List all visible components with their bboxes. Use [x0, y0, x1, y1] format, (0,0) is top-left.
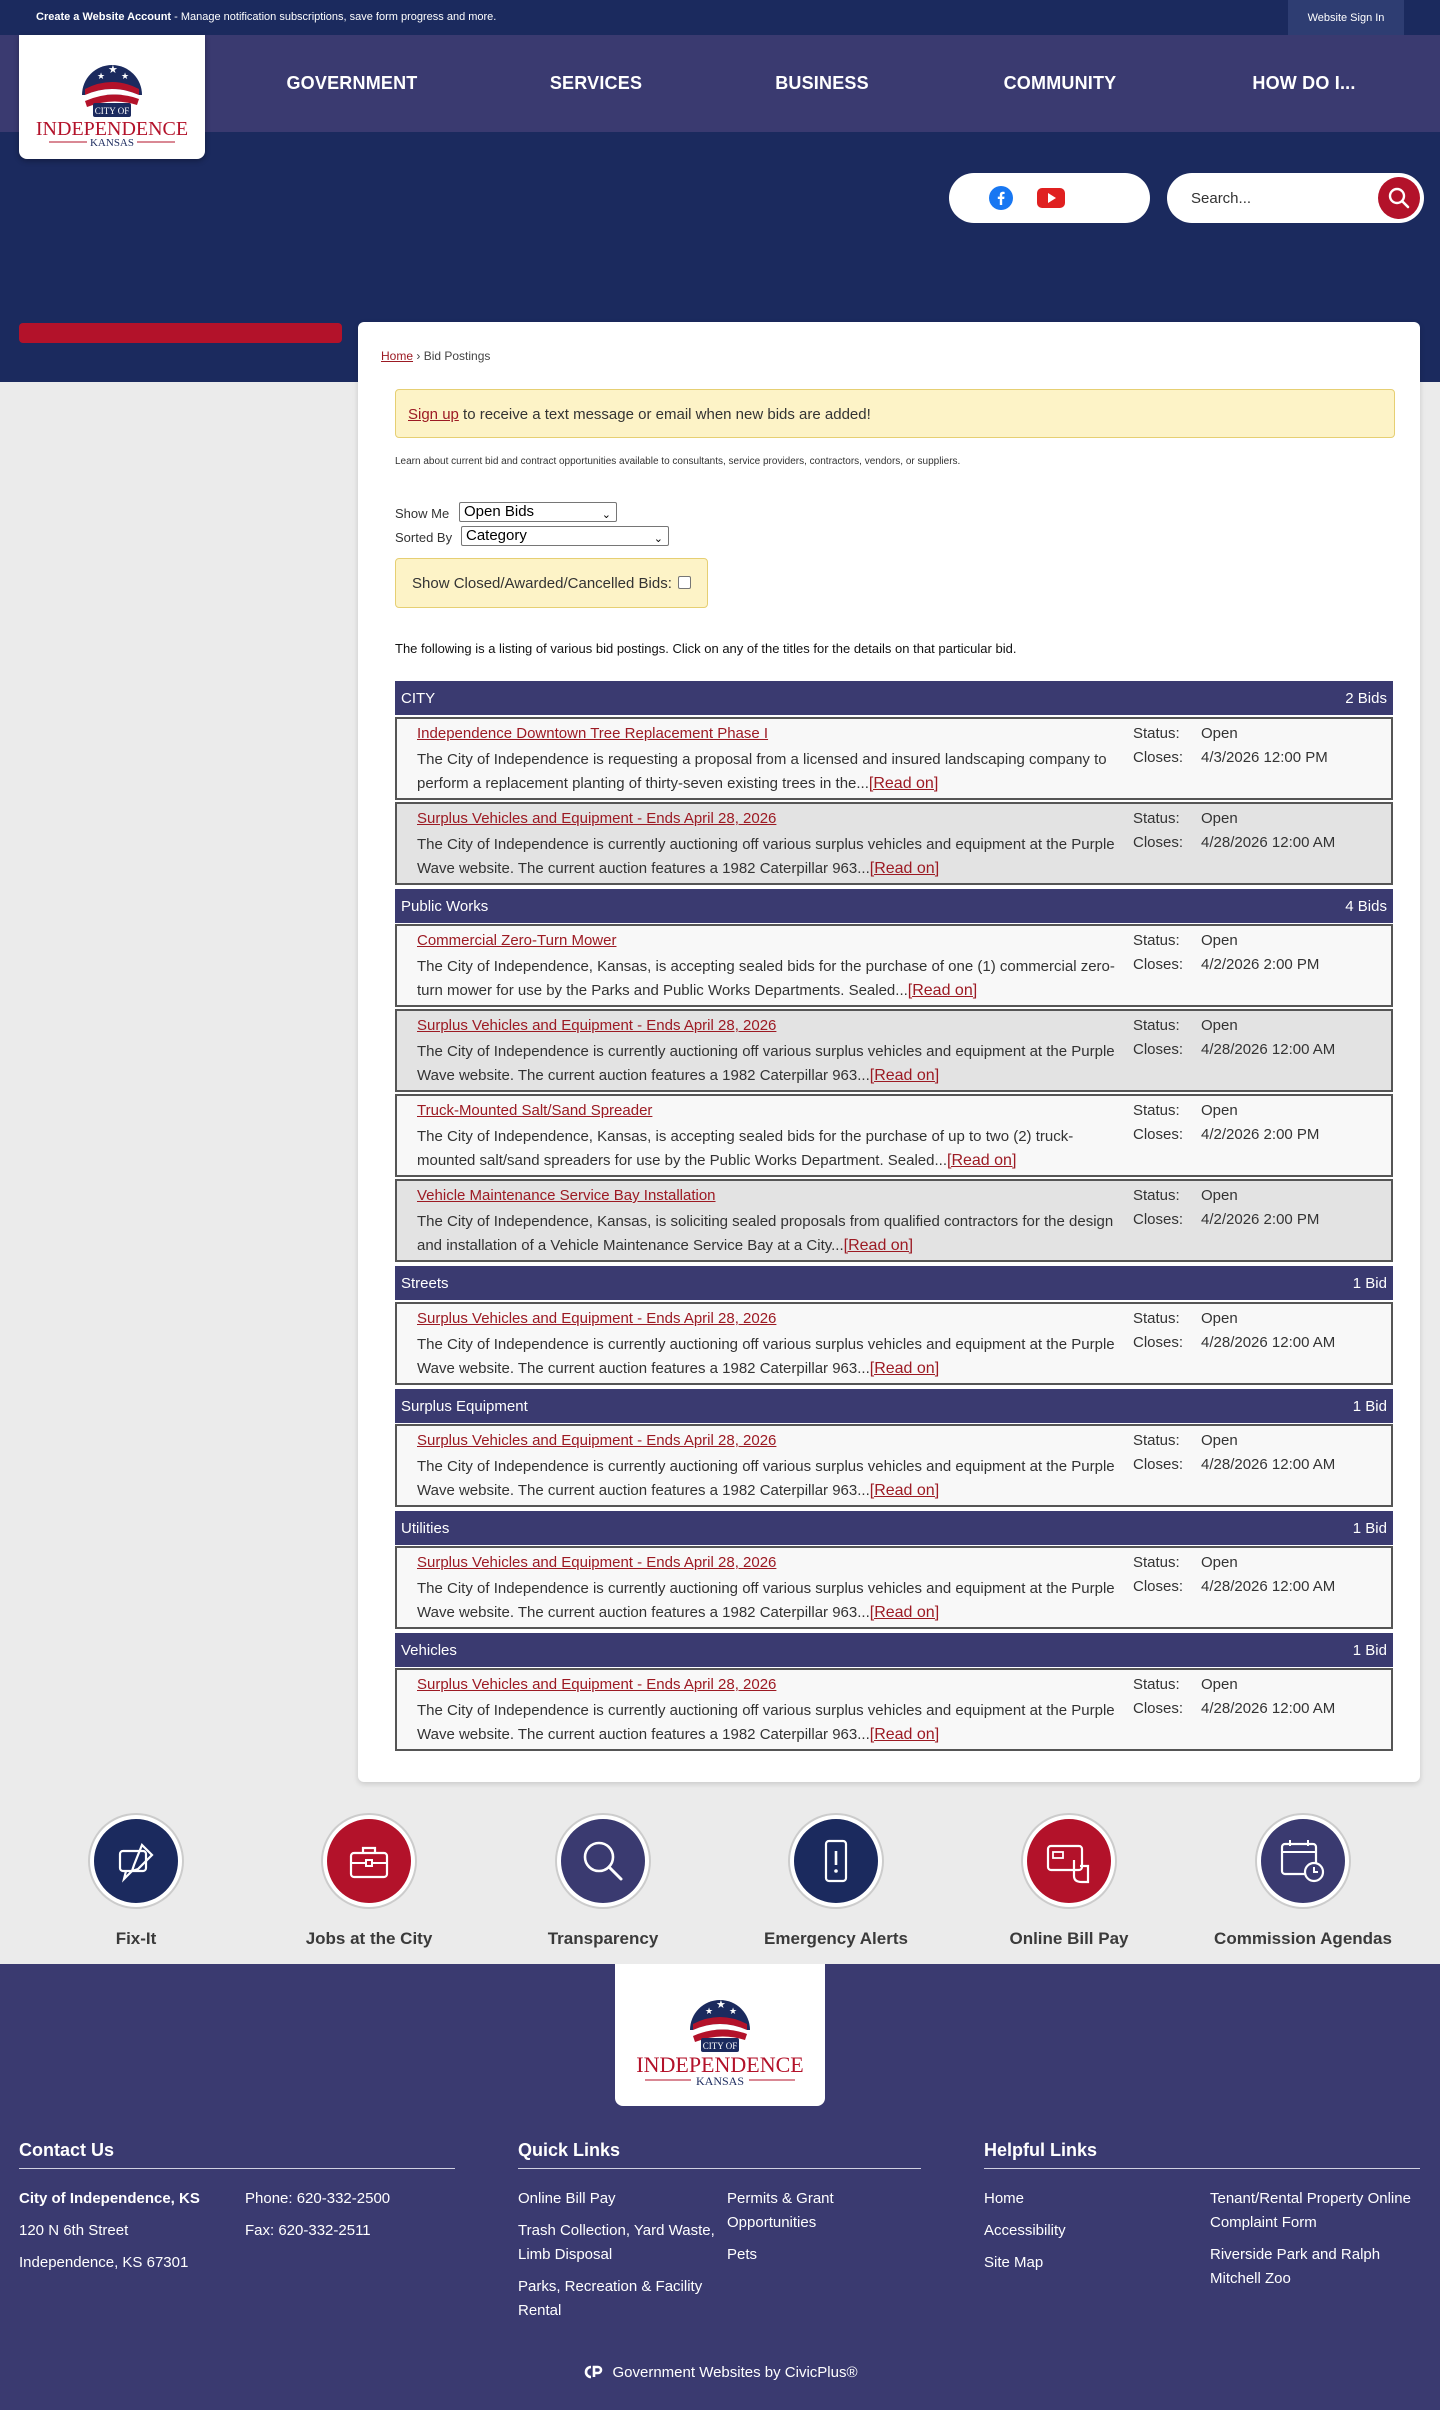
bid-description	[417, 1040, 1122, 1088]
contact-divider	[19, 2168, 455, 2169]
svg-text:★: ★	[729, 2006, 738, 2016]
helpful-links-divider	[984, 2168, 1420, 2169]
closes-value: 4/28/2026 12:00 AM	[1201, 1334, 1336, 1351]
status-label: Status:	[1133, 725, 1180, 742]
status-value: Open	[1201, 1102, 1238, 1119]
quick-link-label: Jobs at the City	[305, 1929, 433, 1948]
status-value: Open	[1201, 1432, 1238, 1449]
quick-link-transparency[interactable]	[503, 1815, 703, 1949]
read-on-link[interactable]: [Read on]	[843, 1237, 914, 1254]
footer-quick-link[interactable]: Pets	[727, 2246, 758, 2263]
category-count: 1 Bid	[1352, 1642, 1387, 1659]
helpful-links-heading: Helpful Links	[984, 2140, 1098, 2160]
status-value: Open	[1201, 932, 1238, 949]
create-account-desc: - Manage notification subscriptions, save form progress and more.	[171, 11, 497, 23]
bill-pay-circle	[1023, 1815, 1115, 1907]
bid-description	[417, 833, 1122, 881]
bid-title-link[interactable]: Surplus Vehicles and Equipment - Ends April 28, 2026	[417, 1676, 777, 1693]
quick-link-jobs[interactable]	[269, 1815, 469, 1949]
card-payment-icon	[1044, 1836, 1094, 1886]
bid-row	[395, 1424, 1393, 1507]
quick-link-fix-it[interactable]	[36, 1815, 236, 1949]
show-me-label: Show Me	[395, 506, 450, 521]
closes-value: 4/28/2026 12:00 AM	[1201, 834, 1336, 851]
contact-phone: Phone: 620-332-2500	[245, 2190, 391, 2207]
bid-description-text: The City of Independence is currently auctioning off various surplus vehicles and equipment at the Purple Wave website. The current auction features a 1982 Caterpillar 963...	[417, 1336, 1115, 1377]
quick-link-commission-agendas[interactable]	[1203, 1815, 1403, 1949]
closes-label: Closes:	[1133, 956, 1184, 973]
footer-logo-graphic	[615, 1964, 825, 2106]
status-label: Status:	[1133, 1187, 1180, 1204]
briefcase-icon	[345, 1837, 393, 1885]
quick-link-label: Online Bill Pay	[1009, 1929, 1129, 1948]
emergency-alerts-circle	[790, 1815, 882, 1907]
facebook-icon[interactable]	[989, 186, 1013, 210]
megaphone-icon	[112, 1837, 160, 1885]
category-header	[395, 889, 1393, 923]
bid-row	[395, 1009, 1393, 1092]
closes-value: 4/3/2026 12:00 PM	[1201, 749, 1328, 766]
jobs-circle	[323, 1815, 415, 1907]
search-input[interactable]: Search...	[1191, 190, 1252, 207]
listing-description: The following is a listing of various bid postings. Click on any of the titles for the details on that particular bid.	[395, 641, 1017, 656]
chevron-down-icon: ⌄	[601, 509, 611, 521]
status-label: Status:	[1133, 1432, 1180, 1449]
bid-description	[417, 1455, 1122, 1503]
footer-helpful-link[interactable]: Tenant/Rental Property Online Complaint Form	[1210, 2190, 1411, 2231]
category-header	[395, 1633, 1393, 1667]
bid-description-text: The City of Independence is currently auctioning off various surplus vehicles and equipment at the Purple Wave website. The current auction features a 1982 Caterpillar 963...	[417, 836, 1115, 877]
closes-value: 4/28/2026 12:00 AM	[1201, 1700, 1336, 1717]
contact-street: 120 N 6th Street	[19, 2222, 129, 2239]
footer-quick-link[interactable]: Online Bill Pay	[518, 2190, 616, 2207]
show-me-select[interactable]	[459, 502, 617, 522]
quick-links-divider	[518, 2168, 921, 2169]
quick-link-label: Commission Agendas	[1214, 1929, 1392, 1948]
show-closed-label: Show Closed/Awarded/Cancelled Bids:	[412, 575, 672, 592]
nav-business[interactable]: BUSINESS	[775, 73, 869, 93]
logo-graphic	[19, 35, 205, 159]
bid-row	[395, 802, 1393, 885]
category-name: Streets	[401, 1275, 449, 1292]
read-on-link[interactable]: [Read on]	[869, 1067, 940, 1084]
phone-alert-icon	[812, 1837, 860, 1885]
read-on-link[interactable]: [Read on]	[869, 860, 940, 877]
closes-label: Closes:	[1133, 1211, 1184, 1228]
bid-title-link[interactable]: Truck-Mounted Salt/Sand Spreader	[417, 1102, 653, 1119]
nav-government[interactable]: GOVERNMENT	[286, 73, 418, 93]
closes-label: Closes:	[1133, 834, 1184, 851]
transparency-circle	[557, 1815, 649, 1907]
contact-fax: Fax: 620-332-2511	[245, 2222, 371, 2239]
read-on-link[interactable]: [Read on]	[869, 1726, 940, 1743]
fix-it-circle	[90, 1815, 182, 1907]
footer-helpful-link[interactable]: Accessibility	[984, 2222, 1066, 2239]
quick-link-emergency-alerts[interactable]	[736, 1815, 936, 1949]
closes-label: Closes:	[1133, 1700, 1184, 1717]
closes-label: Closes:	[1133, 1334, 1184, 1351]
bid-description	[417, 1333, 1122, 1381]
bid-title-link[interactable]: Surplus Vehicles and Equipment - Ends April 28, 2026	[417, 1310, 777, 1327]
status-value: Open	[1201, 1554, 1238, 1571]
status-value: Open	[1201, 1676, 1238, 1693]
intro-text: Learn about current bid and contract opportunities available to consultants, service providers, contractors, vendors, or suppliers.	[395, 456, 961, 467]
read-on-link[interactable]: [Read on]	[869, 1604, 940, 1621]
status-label: Status:	[1133, 1554, 1180, 1571]
category-name: Utilities	[401, 1520, 450, 1537]
svg-text:★: ★	[716, 1999, 726, 2011]
footer-helpful-link[interactable]: Riverside Park and Ralph Mitchell Zoo	[1210, 2246, 1381, 2287]
contact-city: Independence, KS 67301	[19, 2254, 189, 2271]
website-sign-in-button[interactable]: Website Sign In	[1288, 0, 1404, 35]
sorted-by-label: Sorted By	[395, 530, 453, 545]
closes-value: 4/28/2026 12:00 AM	[1201, 1456, 1336, 1473]
svg-text:★: ★	[108, 64, 118, 76]
footer-logo-line1: CITY OF	[702, 2041, 738, 2051]
bid-title-link[interactable]: Independence Downtown Tree Replacement Phase I	[417, 725, 769, 742]
category-header	[395, 1389, 1393, 1423]
magnifier-icon	[575, 1833, 631, 1889]
read-on-link[interactable]: [Read on]	[947, 1152, 1017, 1169]
show-me-value: Open Bids	[464, 503, 535, 520]
svg-text:★: ★	[705, 2006, 714, 2016]
footer-helpful-link[interactable]: Home	[984, 2190, 1025, 2207]
site-logo[interactable]	[19, 35, 205, 159]
category-count: 2 Bids	[1345, 690, 1387, 707]
closes-value: 4/2/2026 2:00 PM	[1201, 1126, 1320, 1143]
read-on-link[interactable]: [Read on]	[869, 1360, 940, 1377]
bid-description	[417, 748, 1122, 796]
contact-heading: Contact Us	[19, 2140, 115, 2160]
bid-row	[395, 1179, 1393, 1262]
search-button[interactable]	[1378, 177, 1420, 219]
bid-description	[417, 1699, 1122, 1747]
breadcrumb-home-link[interactable]: Home	[381, 349, 414, 363]
status-label: Status:	[1133, 810, 1180, 827]
bid-description-text: The City of Independence, Kansas, is soliciting sealed proposals from qualified contractors for the design and installation of a Vehicle Maintenance Service Bay at a City...	[417, 1213, 1114, 1254]
breadcrumb-separator: ›	[413, 349, 424, 363]
category-count: 1 Bid	[1352, 1275, 1387, 1292]
signup-alert	[395, 389, 1395, 438]
civicplus-icon	[582, 2365, 604, 2379]
show-closed-filter	[395, 558, 708, 608]
civicplus-credit[interactable]	[0, 2364, 1440, 2381]
civicplus-credit-text: Government Websites by CivicPlus®	[612, 2364, 858, 2381]
status-label: Status:	[1133, 1310, 1180, 1327]
bid-description	[417, 1125, 1122, 1173]
sorted-by-value: Category	[466, 527, 527, 544]
closes-label: Closes:	[1133, 749, 1184, 766]
footer-quick-link[interactable]: Permits & Grant Opportunities	[727, 2190, 834, 2231]
youtube-icon[interactable]	[1037, 188, 1065, 208]
bid-row	[395, 1302, 1393, 1385]
footer-helpful-link[interactable]: Site Map	[984, 2254, 1044, 2271]
breadcrumb-current: Bid Postings	[423, 349, 491, 363]
bid-description	[417, 1210, 1122, 1258]
closes-value: 4/2/2026 2:00 PM	[1201, 956, 1320, 973]
bid-title-link[interactable]: Vehicle Maintenance Service Bay Installation	[417, 1187, 716, 1204]
status-label: Status:	[1133, 1676, 1180, 1693]
bid-description	[417, 955, 1122, 1003]
read-on-link[interactable]: [Read on]	[868, 775, 939, 792]
create-account-link[interactable]: Create a Website Account	[36, 11, 172, 23]
nav-how-do-i[interactable]: HOW DO I...	[1252, 73, 1356, 93]
category-count: 1 Bid	[1352, 1398, 1387, 1415]
closes-value: 4/28/2026 12:00 AM	[1201, 1041, 1336, 1058]
status-value: Open	[1201, 1017, 1238, 1034]
quick-link-label: Transparency	[547, 1929, 659, 1948]
closes-label: Closes:	[1133, 1578, 1184, 1595]
signup-alert-text: to receive a text message or email when new bids are added!	[458, 406, 871, 423]
category-name: Surplus Equipment	[401, 1398, 528, 1415]
bid-description-text: The City of Independence, Kansas, is accepting sealed bids for the purchase of up to two (2) truck-mounted salt/sand spreaders for use by the Public Works Department. Sealed...	[417, 1128, 1074, 1169]
svg-text:★: ★	[97, 71, 106, 81]
closes-label: Closes:	[1133, 1041, 1184, 1058]
category-header	[395, 1266, 1393, 1300]
bid-description-text: The City of Independence is currently auctioning off various surplus vehicles and equipment at the Purple Wave website. The current auction features a 1982 Caterpillar 963...	[417, 1580, 1115, 1621]
search-icon	[1378, 177, 1420, 219]
breadcrumb	[381, 349, 490, 363]
bid-row	[395, 1668, 1393, 1751]
bid-title-link[interactable]: Surplus Vehicles and Equipment - Ends April 28, 2026	[417, 1554, 777, 1571]
nav-community[interactable]: COMMUNITY	[1003, 73, 1117, 93]
search-box[interactable]	[1167, 173, 1424, 223]
contact-org: City of Independence, KS	[19, 2190, 200, 2207]
read-on-link[interactable]: [Read on]	[907, 982, 978, 999]
bid-row	[395, 717, 1393, 800]
closes-value: 4/28/2026 12:00 AM	[1201, 1578, 1336, 1595]
footer-logo[interactable]	[615, 1964, 825, 2106]
status-value: Open	[1201, 1310, 1238, 1327]
chevron-down-icon: ⌄	[653, 533, 663, 545]
side-red-bar	[19, 323, 342, 343]
top-bar	[0, 0, 1440, 35]
status-value: Open	[1201, 1187, 1238, 1204]
social-links	[949, 173, 1150, 223]
read-on-link[interactable]: [Read on]	[869, 1482, 940, 1499]
category-name: Public Works	[401, 898, 489, 915]
bid-title-link[interactable]: Surplus Vehicles and Equipment - Ends April 28, 2026	[417, 1017, 777, 1034]
status-label: Status:	[1133, 1017, 1180, 1034]
bid-description-text: The City of Independence is requesting a proposal from a licensed and insured landscaping company to perform a replacement planting of thirty-seven existing trees in the...	[417, 751, 1107, 792]
commission-agendas-circle	[1257, 1815, 1349, 1907]
status-label: Status:	[1133, 1102, 1180, 1119]
quick-link-online-bill-pay[interactable]	[969, 1815, 1169, 1949]
calendar-clock-icon	[1278, 1836, 1328, 1886]
bid-description	[417, 1577, 1122, 1625]
sorted-by-select[interactable]	[461, 526, 669, 546]
footer-logo-line2: INDEPENDENCE	[636, 2052, 804, 2077]
closes-label: Closes:	[1133, 1126, 1184, 1143]
quick-link-label: Fix-It	[115, 1929, 157, 1948]
nav-services[interactable]: SERVICES	[549, 73, 643, 93]
bid-row	[395, 924, 1393, 1007]
bid-description-text: The City of Independence is currently auctioning off various surplus vehicles and equipment at the Purple Wave website. The current auction features a 1982 Caterpillar 963...	[417, 1043, 1115, 1084]
quick-link-label: Emergency Alerts	[764, 1929, 908, 1948]
bid-description-text: The City of Independence, Kansas, is accepting sealed bids for the purchase of one (1) commercial zero-turn mower for use by the Parks and Public Works Departments. Sealed...	[417, 958, 1115, 999]
bid-title-link[interactable]: Surplus Vehicles and Equipment - Ends April 28, 2026	[417, 1432, 777, 1449]
closes-value: 4/2/2026 2:00 PM	[1201, 1211, 1320, 1228]
category-header	[395, 681, 1393, 715]
footer-quick-link[interactable]: Trash Collection, Yard Waste, Limb Disposal	[518, 2222, 715, 2263]
logo-line1: CITY OF	[94, 106, 130, 116]
category-count: 4 Bids	[1345, 898, 1387, 915]
status-value: Open	[1201, 725, 1238, 742]
svg-text:★: ★	[121, 71, 130, 81]
category-count: 1 Bid	[1352, 1520, 1387, 1537]
bid-title-link[interactable]: Surplus Vehicles and Equipment - Ends April 28, 2026	[417, 810, 777, 827]
bid-description-text: The City of Independence is currently auctioning off various surplus vehicles and equipment at the Purple Wave website. The current auction features a 1982 Caterpillar 963...	[417, 1702, 1115, 1743]
category-name: CITY	[401, 690, 436, 707]
show-closed-checkbox[interactable]	[678, 576, 691, 589]
logo-line2: INDEPENDENCE	[35, 118, 189, 140]
bid-row	[395, 1546, 1393, 1629]
bid-title-link[interactable]: Commercial Zero-Turn Mower	[417, 932, 617, 949]
quick-links-heading: Quick Links	[518, 2140, 621, 2160]
signup-link[interactable]: Sign up	[408, 406, 459, 423]
create-account-message	[36, 11, 496, 23]
category-header	[395, 1511, 1393, 1545]
closes-label: Closes:	[1133, 1456, 1184, 1473]
footer-logo-line3: KANSAS	[695, 2074, 745, 2088]
bid-description-text: The City of Independence is currently auctioning off various surplus vehicles and equipment at the Purple Wave website. The current auction features a 1982 Caterpillar 963...	[417, 1458, 1115, 1499]
category-name: Vehicles	[401, 1642, 457, 1659]
logo-line3: KANSAS	[89, 137, 135, 149]
status-label: Status:	[1133, 932, 1180, 949]
bid-row	[395, 1094, 1393, 1177]
status-value: Open	[1201, 810, 1238, 827]
footer-quick-link[interactable]: Parks, Recreation & Facility Rental	[518, 2278, 703, 2319]
